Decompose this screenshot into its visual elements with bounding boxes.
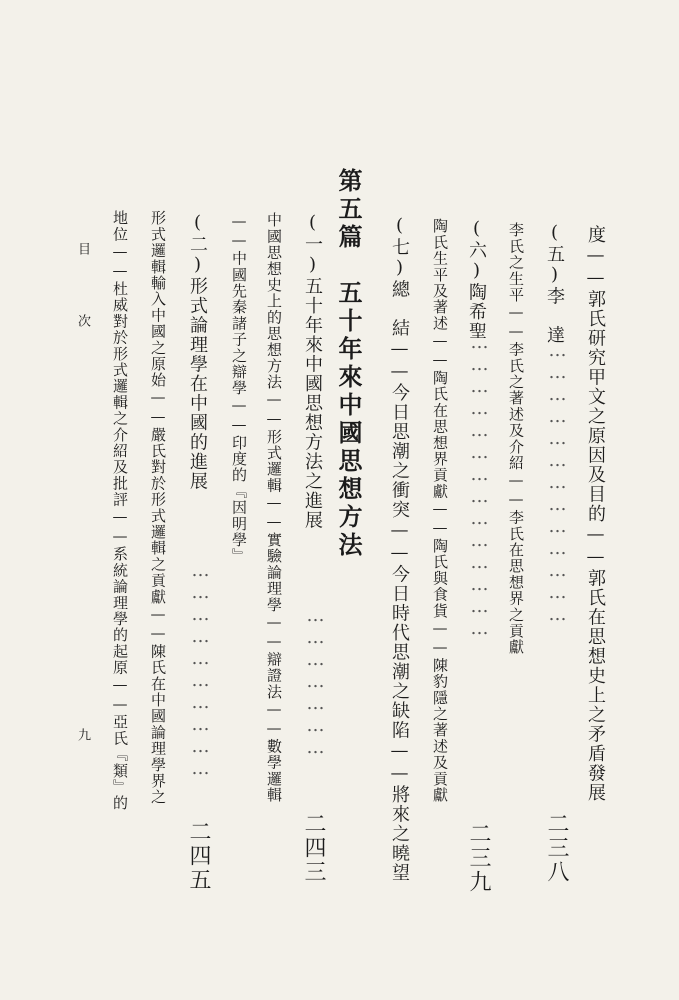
toc-entry-5-title: (五)李 達	[544, 222, 565, 345]
toc-line-1: 度——郭氏研究甲文之原因及目的——郭氏在思想史上之矛盾發展	[585, 225, 606, 803]
part-heading: 第五篇 五十年來中國思想方法	[334, 168, 363, 560]
toc-leader-dots: …………………	[305, 605, 326, 759]
toc-line-3: 李氏之生平——李氏之著述及介紹——李氏在思想界之貢獻	[507, 222, 525, 656]
toc-entry-part5-1-title: (一)五十年來中國思想方法之進展	[302, 212, 323, 530]
toc-page-number: 二四五	[186, 820, 211, 892]
toc-line-12: 形式邏輯輸入中國之原始——嚴氏對於形式邏輯之貢獻——陳氏在中國論理學界之	[149, 210, 167, 806]
toc-page-number: 二四三	[301, 812, 326, 884]
page-folio: 九	[75, 728, 90, 741]
toc-entry-part5-2-title: (二)形式論理學在中國的進展	[187, 212, 208, 491]
toc-leader-dots: …………………………………	[547, 340, 568, 626]
toc-line-13: 地位——杜威對於形式邏輯之介紹及批評——系統論理學的起原——亞氏『類』的	[111, 210, 129, 812]
toc-entry-6-title: (六)陶希聖	[466, 218, 487, 341]
toc-leader-dots: ……………………………………	[469, 332, 490, 640]
toc-line-5: 陶氏生平及著述——陶氏在思想界貢獻——陶氏與食貨——陳豹隱之著述及貢獻	[431, 218, 449, 803]
toc-leader-dots: …………………………	[190, 560, 211, 780]
toc-line-9: 中國思想史上的思想方法——形式邏輯——實驗論理學——辯證法——數學邏輯	[265, 212, 283, 803]
toc-entry-7: (七)總 結——今日思潮之衝突——今日時代思潮之缺陷——將來之曉望	[389, 215, 410, 883]
toc-line-10: ——中國先秦諸子之辯學——印度的『因明學』	[230, 212, 248, 565]
toc-page-number: 二三八	[544, 812, 569, 884]
toc-page-number: 二三九	[466, 822, 491, 894]
running-header: 目 次	[75, 242, 90, 349]
